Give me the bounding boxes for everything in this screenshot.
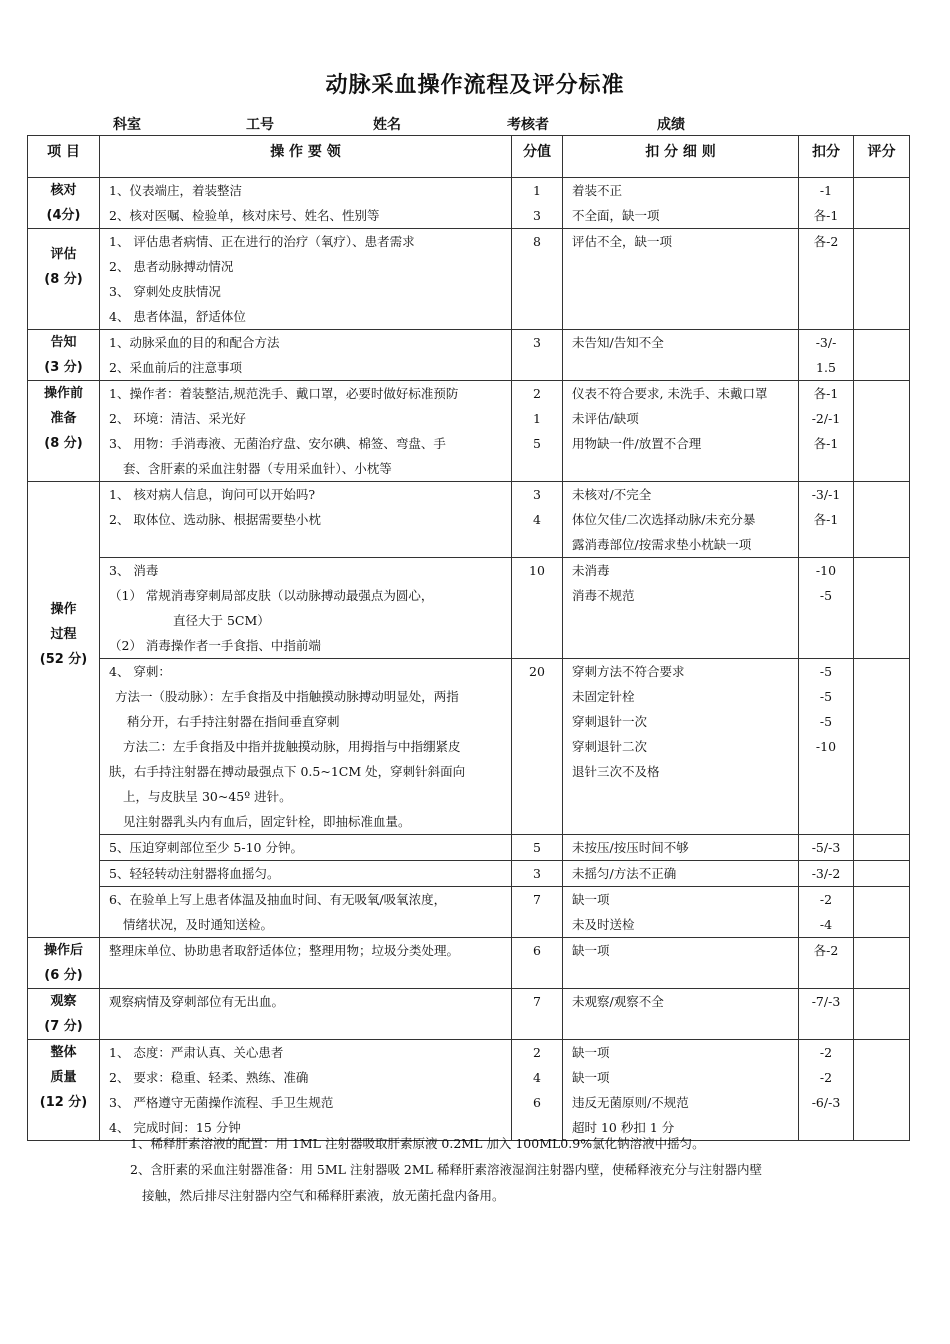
score-value: 3 xyxy=(533,866,541,881)
rule-line: 不全面，缺一项 xyxy=(572,208,660,223)
op-line-spacer xyxy=(109,532,507,557)
rating-cell[interactable] xyxy=(854,659,910,835)
header-rating: 评分 xyxy=(854,136,910,178)
deduction-value: -7/-3 xyxy=(811,994,841,1009)
op-line: 2、 环境：清洁、采光好 xyxy=(109,411,246,426)
op-line: 稍分开，右手持注射器在指间垂直穿刺 xyxy=(127,714,340,729)
deduction-value: -5/-3 xyxy=(811,840,841,855)
item-points: (8 分) xyxy=(44,436,83,451)
row-deduction xyxy=(799,887,854,938)
score-value: 6 xyxy=(533,1095,541,1110)
header-score: 分值 xyxy=(512,136,563,178)
table-row xyxy=(28,330,910,381)
table-header-row xyxy=(28,136,910,178)
rule-line: 用物缺一件/放置不合理 xyxy=(572,436,702,451)
score-value: 20 xyxy=(529,664,545,679)
rule-line: 评估不全，缺一项 xyxy=(572,234,673,249)
op-line: 3、 用物：手消毒液、无菌治疗盘、安尔碘、棉签、弯盘、手 xyxy=(109,436,446,451)
score-value: 3 xyxy=(533,335,541,350)
op-line: 2、采血前后的注意事项 xyxy=(109,360,242,375)
rule-line: 着装不正 xyxy=(572,183,623,198)
row-ops xyxy=(100,861,512,887)
deduction-value: 各-1 xyxy=(813,512,839,527)
rating-cell[interactable] xyxy=(854,861,910,887)
table-row xyxy=(28,938,910,989)
score-value: 7 xyxy=(533,892,541,907)
row-deduction xyxy=(799,938,854,989)
deduction-value: -2 xyxy=(819,1070,833,1085)
op-line: 1、 态度：严肃认真、关心患者 xyxy=(109,1045,284,1060)
table-row xyxy=(28,989,910,1040)
op-line: 1、 核对病人信息，询问可以开始吗? xyxy=(109,487,316,502)
row-deduction xyxy=(799,178,854,229)
op-line: 肤，右手持注射器在搏动最强点下 0.5~1CM 处，穿刺针斜面向 xyxy=(109,764,466,779)
row-deduction xyxy=(799,659,854,835)
rule-line: 露消毒部位/按需求垫小枕缺一项 xyxy=(572,537,752,552)
rule-line: 未观察/观察不全 xyxy=(572,994,664,1009)
deduction-value: -10 xyxy=(815,739,837,754)
rating-cell[interactable] xyxy=(854,989,910,1040)
item-points: (6 分) xyxy=(44,968,83,983)
row-score xyxy=(512,330,563,381)
rating-cell[interactable] xyxy=(854,381,910,482)
rule-line: 退针三次不及格 xyxy=(572,764,660,779)
field-result: 成绩 xyxy=(657,117,685,133)
row-score xyxy=(512,887,563,938)
row-rules xyxy=(563,178,799,229)
row-item xyxy=(28,229,100,330)
rating-cell[interactable] xyxy=(854,229,910,330)
rating-cell[interactable] xyxy=(854,558,910,659)
op-line: 3、 严格遵守无菌操作流程、手卫生规范 xyxy=(109,1095,334,1110)
row-deduction xyxy=(799,558,854,659)
document-title: 动脉采血操作流程及评分标准 xyxy=(325,73,625,98)
rule-line: 未按压/按压时间不够 xyxy=(572,840,689,855)
row-score xyxy=(512,482,563,558)
row-deduction xyxy=(799,1040,854,1141)
row-ops xyxy=(100,1040,512,1141)
op-line: 整理床单位、协助患者取舒适体位；整理用物；垃圾分类处理。 xyxy=(109,943,460,958)
header-operation: 操 作 要 领 xyxy=(100,136,512,178)
score-value: 3 xyxy=(533,208,541,223)
op-line: 1、 评估患者病情、正在进行的治疗（氧疗）、患者需求 xyxy=(109,234,415,249)
op-line: 4、 患者体温，舒适体位 xyxy=(109,309,246,324)
row-ops xyxy=(100,482,512,558)
item-label: 操作 xyxy=(50,602,77,617)
deduction-value: 各-1 xyxy=(813,436,839,451)
deduction-value: 各-1 xyxy=(813,386,839,401)
score-value: 2 xyxy=(533,1045,541,1060)
row-deduction xyxy=(799,229,854,330)
row-rules xyxy=(563,938,799,989)
op-line: 2、 患者动脉搏动情况 xyxy=(109,259,234,274)
score-value: 1 xyxy=(533,411,541,426)
rating-cell[interactable] xyxy=(854,938,910,989)
op-line: （2） 消毒操作者一手食指、中指前端 xyxy=(109,638,321,653)
deduction-value: -3/-1 xyxy=(811,487,841,502)
score-value: 1 xyxy=(533,183,541,198)
row-deduction xyxy=(799,835,854,861)
rule-line: 消毒不规范 xyxy=(572,588,635,603)
table-row xyxy=(28,659,910,835)
rule-line: 穿刺方法不符合要求 xyxy=(572,664,685,679)
score-value: 2 xyxy=(533,386,541,401)
rule-line: 穿刺退针二次 xyxy=(572,739,648,754)
row-item xyxy=(28,938,100,989)
row-ops xyxy=(100,330,512,381)
op-line: 2、 要求：稳重、轻柔、熟练、准确 xyxy=(109,1070,309,1085)
op-line: 3、 消毒 xyxy=(109,563,159,578)
row-rules xyxy=(563,835,799,861)
table-row xyxy=(28,178,910,229)
row-deduction xyxy=(799,381,854,482)
rule-line: 体位欠佳/二次选择动脉/未充分暴 xyxy=(572,512,756,527)
row-item xyxy=(28,989,100,1040)
rule-line: 缺一项 xyxy=(572,943,610,958)
scoring-table xyxy=(27,135,910,1141)
field-department: 科室 xyxy=(113,117,141,133)
row-ops xyxy=(100,229,512,330)
deduction-value: -5 xyxy=(819,588,833,603)
footnote-2: 2、含肝素的采血注射器准备：用 5ML 注射器吸 2ML 稀释肝素溶液湿润注射器内壁，使稀释液充分与注射器内壁 xyxy=(130,1162,762,1177)
row-rules xyxy=(563,229,799,330)
row-ops xyxy=(100,381,512,482)
deduction-value: -6/-3 xyxy=(811,1095,841,1110)
op-line: 1、仪表端庄，着装整洁 xyxy=(109,183,242,198)
row-score xyxy=(512,381,563,482)
row-score xyxy=(512,861,563,887)
row-rules xyxy=(563,330,799,381)
row-deduction xyxy=(799,482,854,558)
deduction-value: -2 xyxy=(819,1045,833,1060)
rule-line: 未及时送检 xyxy=(572,917,635,932)
rule-line: 缺一项 xyxy=(572,892,610,907)
deduction-value: -2 xyxy=(819,892,833,907)
deduction-value: -5 xyxy=(819,689,833,704)
deduction-value: -10 xyxy=(815,563,837,578)
op-line: 观察病情及穿刺部位有无出血。 xyxy=(109,994,285,1009)
item-label: 核对 xyxy=(50,183,77,198)
footnote-2-cont: 接触，然后排尽注射器内空气和稀释肝素液，放无菌托盘内备用。 xyxy=(142,1188,505,1203)
rule-line: 未告知/告知不全 xyxy=(572,335,664,350)
table-row xyxy=(28,558,910,659)
rating-cell[interactable] xyxy=(854,482,910,558)
rating-cell[interactable] xyxy=(854,887,910,938)
rule-line: 穿刺退针一次 xyxy=(572,714,648,729)
header-deduction-rules: 扣 分 细 则 xyxy=(563,136,799,178)
rule-line: 超时 10 秒扣 1 分 xyxy=(572,1120,675,1135)
table-row xyxy=(28,381,910,482)
op-line: 2、核对医嘱、检验单，核对床号、姓名、性别等 xyxy=(109,208,380,223)
score-value: 4 xyxy=(533,512,541,527)
op-line: 情绪状况，及时通知送检。 xyxy=(123,917,274,932)
row-rules xyxy=(563,1040,799,1141)
rule-line: 未摇匀/方法不正确 xyxy=(572,866,677,881)
row-ops xyxy=(100,659,512,835)
row-score xyxy=(512,989,563,1040)
deduction-value: 各-2 xyxy=(813,943,839,958)
op-line: 方法一（股动脉）：左手食指及中指触摸动脉搏动明显处，两指 xyxy=(115,689,459,704)
op-line: 方法二：左手食指及中指并拢触摸动脉，用拇指与中指绷紧皮 xyxy=(123,739,461,754)
item-label: 评估 xyxy=(50,247,77,262)
item-label: 操作后 xyxy=(43,943,83,958)
row-item xyxy=(28,482,100,938)
rating-cell[interactable] xyxy=(854,178,910,229)
op-line: 6、在验单上写上患者体温及抽血时间、有无吸氧/吸氧浓度， xyxy=(109,892,447,907)
row-item xyxy=(28,381,100,482)
rule-line: 未核对/不完全 xyxy=(572,487,652,502)
rule-line: 缺一项 xyxy=(572,1070,610,1085)
field-staff-id: 工号 xyxy=(246,117,274,133)
row-score xyxy=(512,659,563,835)
score-value: 4 xyxy=(533,1070,541,1085)
row-rules xyxy=(563,381,799,482)
row-item xyxy=(28,1040,100,1141)
op-line: 1、动脉采血的目的和配合方法 xyxy=(109,335,280,350)
row-score xyxy=(512,1040,563,1141)
rating-cell[interactable] xyxy=(854,330,910,381)
deduction-value: 各-2 xyxy=(813,234,839,249)
op-line: 见注射器乳头内有血后，固定针栓，即抽标准血量。 xyxy=(123,814,411,829)
deduction-value: -3/-2 xyxy=(811,866,841,881)
rule-line: 缺一项 xyxy=(572,1045,610,1060)
row-item xyxy=(28,178,100,229)
deduction-value: -2/-1 xyxy=(811,411,841,426)
score-value: 3 xyxy=(533,487,541,502)
op-line: 5、压迫穿刺部位至少 5-10 分钟。 xyxy=(109,840,303,855)
table-row xyxy=(28,482,910,558)
item-points: (7 分) xyxy=(44,1019,83,1034)
row-rules xyxy=(563,861,799,887)
header-deduction: 扣分 xyxy=(799,136,854,178)
op-line: 套、含肝素的采血注射器（专用采血针）、小枕等 xyxy=(123,461,392,476)
header-fields xyxy=(0,114,950,134)
op-line: 5、轻轻转动注射器将血摇匀。 xyxy=(109,866,280,881)
deduction-value: 1.5 xyxy=(816,360,836,375)
score-value: 6 xyxy=(533,943,541,958)
row-deduction xyxy=(799,861,854,887)
item-points: (12 分) xyxy=(39,1095,88,1110)
score-value: 7 xyxy=(533,994,541,1009)
item-label: 操作前 xyxy=(43,386,83,401)
row-score xyxy=(512,178,563,229)
item-label: 观察 xyxy=(50,994,77,1009)
row-score xyxy=(512,938,563,989)
row-ops xyxy=(100,938,512,989)
deduction-value: -5 xyxy=(819,714,833,729)
item-points: (8 分) xyxy=(44,272,83,287)
op-line: 直径大于 5CM） xyxy=(173,613,270,628)
table-row xyxy=(28,1040,910,1141)
field-name: 姓名 xyxy=(373,117,401,133)
rule-line: 未消毒 xyxy=(572,563,610,578)
item-label: 质量 xyxy=(50,1070,77,1085)
item-points: (4分) xyxy=(46,208,81,223)
rule-line: 未评估/缺项 xyxy=(572,411,639,426)
op-line: 4、 完成时间：15 分钟 xyxy=(109,1120,241,1135)
op-line: 4、 穿刺： xyxy=(109,664,171,679)
row-rules xyxy=(563,659,799,835)
op-line: 2、 取体位、选动脉、根据需要垫小枕 xyxy=(109,512,321,527)
row-deduction xyxy=(799,330,854,381)
item-label: 准备 xyxy=(50,411,77,426)
row-ops xyxy=(100,558,512,659)
table-row xyxy=(28,861,910,887)
op-line: 1、操作者：着装整洁,规范洗手、戴口罩，必要时做好标准预防 xyxy=(109,386,459,401)
row-ops xyxy=(100,178,512,229)
table-row xyxy=(28,887,910,938)
row-score xyxy=(512,835,563,861)
row-ops xyxy=(100,835,512,861)
row-ops xyxy=(100,887,512,938)
row-rules xyxy=(563,887,799,938)
op-line: 上，与皮肤呈 30~45º 进针。 xyxy=(123,789,292,804)
op-line: 3、 穿刺处皮肤情况 xyxy=(109,284,221,299)
rule-line: 违反无菌原则/不规范 xyxy=(572,1095,689,1110)
score-value: 10 xyxy=(529,563,545,578)
row-score xyxy=(512,558,563,659)
row-item xyxy=(28,330,100,381)
row-rules xyxy=(563,989,799,1040)
rule-line: 仪表不符合要求, 未洗手、未戴口罩 xyxy=(572,386,768,401)
item-label: 过程 xyxy=(50,627,77,642)
deduction-value: -5 xyxy=(819,664,833,679)
table-row xyxy=(28,835,910,861)
item-points: (3 分) xyxy=(44,360,83,375)
header-item: 项 目 xyxy=(28,136,100,178)
score-value: 5 xyxy=(533,840,541,855)
row-score xyxy=(512,229,563,330)
deduction-value: -4 xyxy=(819,917,833,932)
deduction-value: -1 xyxy=(819,183,833,198)
row-deduction xyxy=(799,989,854,1040)
field-examiner: 考核者 xyxy=(507,117,549,133)
footnote-1: 1、稀释肝素溶液的配置：用 1ML 注射器吸取肝素原液 0.2ML 加入 100ML0.9%氯化钠溶液中摇匀。 xyxy=(130,1136,705,1151)
row-ops xyxy=(100,989,512,1040)
deduction-value: 各-1 xyxy=(813,208,839,223)
op-line: （1） 常规消毒穿刺局部皮肤（以动脉搏动最强点为圆心， xyxy=(109,588,434,603)
item-points: (52 分) xyxy=(39,652,88,667)
row-rules xyxy=(563,482,799,558)
score-value: 5 xyxy=(533,436,541,451)
table-row xyxy=(28,229,910,330)
rating-cell[interactable] xyxy=(854,835,910,861)
score-value: 8 xyxy=(533,234,541,249)
rating-cell[interactable] xyxy=(854,1040,910,1141)
item-label: 整体 xyxy=(50,1045,77,1060)
rule-line: 未固定针栓 xyxy=(572,689,635,704)
item-label: 告知 xyxy=(50,335,77,350)
deduction-value: -3/- xyxy=(815,335,837,350)
row-rules xyxy=(563,558,799,659)
